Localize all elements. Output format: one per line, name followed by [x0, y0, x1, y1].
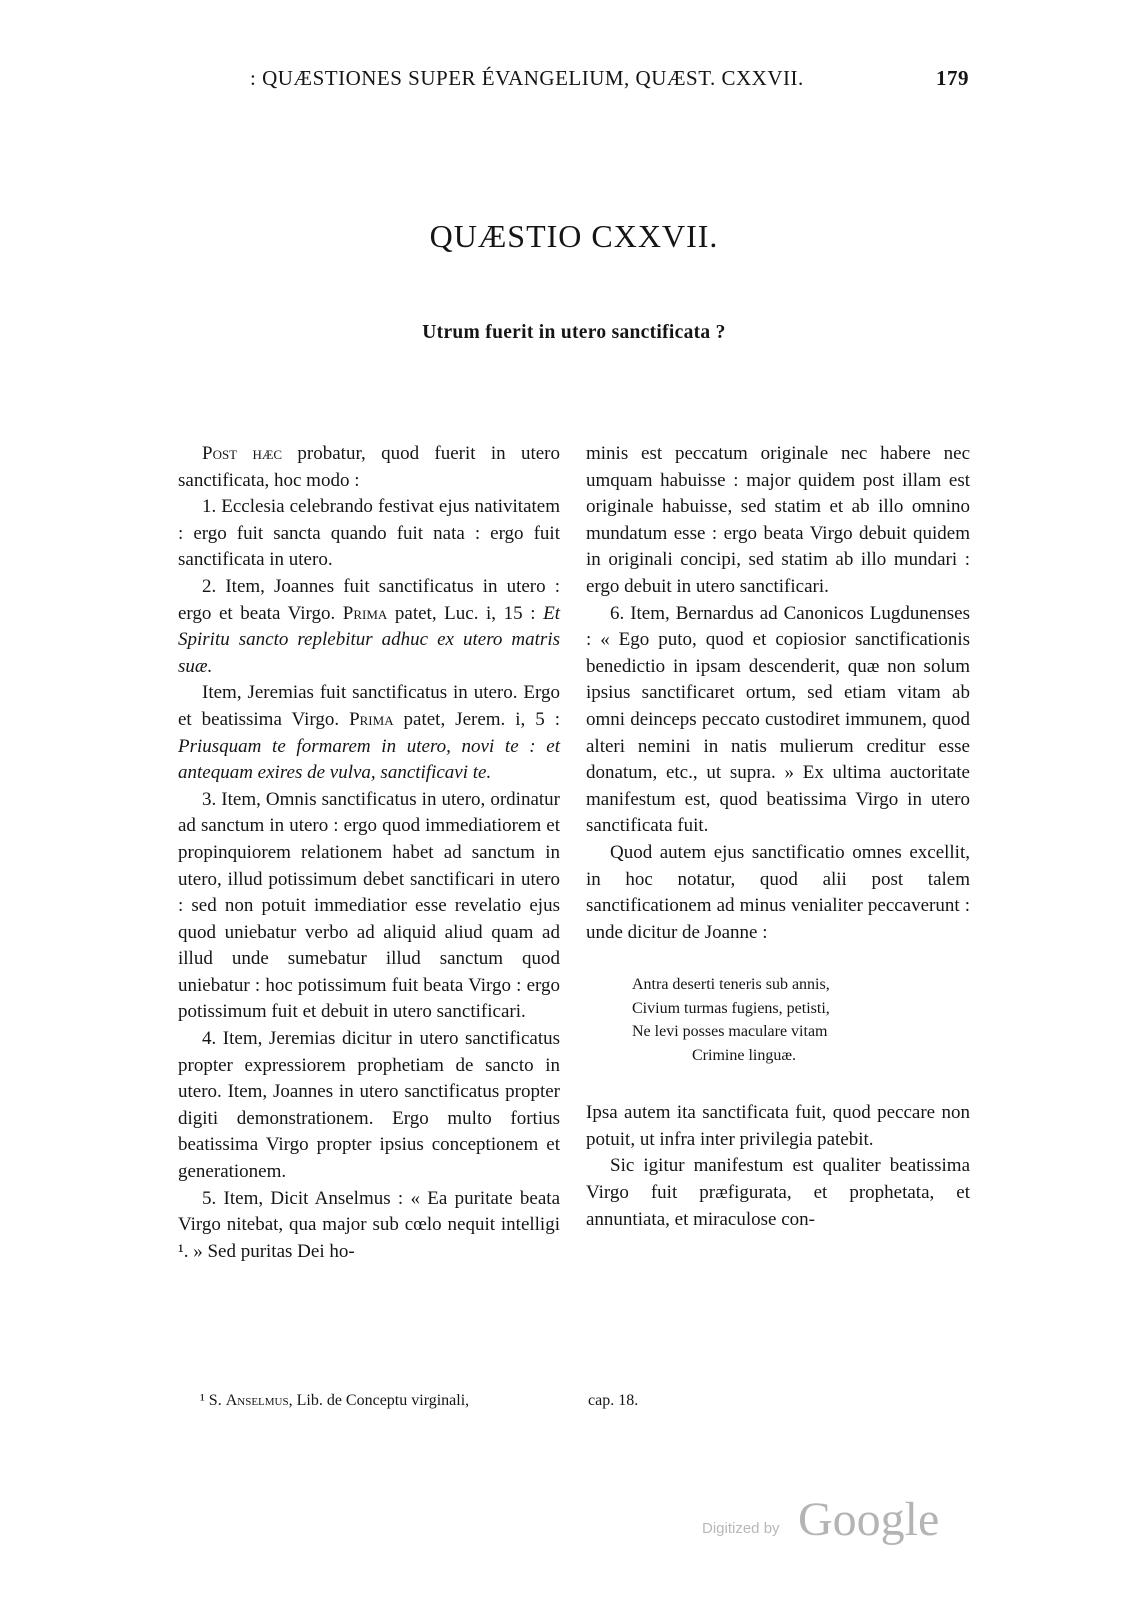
question-title: QUÆSTIO CXXVII. — [429, 218, 719, 254]
google-logo: Google — [798, 1493, 940, 1546]
small-caps-word: Prima — [349, 708, 394, 730]
footnote-text: , Lib. de Conceptu virginali, — [288, 1392, 470, 1409]
paragraph-text: 2. Item, Joannes fuit sanctificatus in utero : ergo et beata Virgo. — [178, 575, 560, 624]
paragraph: Quod autem ejus sanctificatio omnes excellit, in hoc notatur, quod alii post talem sanctificationem ad minus venialiter peccaverunt : unde dicitur de Joanne : — [586, 841, 970, 943]
hymn-quote — [632, 973, 970, 1067]
paragraph: 3. Item, Omnis sanctificatus in utero, ordinatur ad sanctum in utero : ergo quod immediatiorem et propinquiorem relationem habet ad sanctum in utero, illud potissimum debet sanctificari in utero : sed non potuit immediatior esse revelatio ejus quod uniebatur verbo ad aliquid aliud quam ad illud unde sumebatur illud sanctum quod uniebatur : hoc potissimum fuit beata Virgo : ergo potissimum fuit et debuit in utero sanctificari. — [178, 788, 560, 1023]
scripture-quote: Et Spiritu sancto replebitur adhuc ex utero matris suæ. — [178, 602, 560, 677]
poem-line: Crimine linguæ. — [692, 1046, 796, 1064]
watermark-caption: Digitized by — [702, 1520, 780, 1537]
small-caps-lead: Post hæc — [202, 443, 283, 464]
digitized-watermark — [702, 1492, 942, 1548]
footnote-mark: ¹ S. — [200, 1392, 226, 1409]
paragraph: Ipsa autem ita sanctificata fuit, quod peccare non potuit, ut infra inter privilegia patebit. — [586, 1102, 970, 1150]
footnote — [200, 1392, 570, 1410]
paragraph: 6. Item, Bernardus ad Canonicos Lugdunenses : « Ego puto, quod et copiosior sanctificationis benedictio in ipsam descenderit, quæ non solum ipsius sanctificaret ortum, sed etiam vitam ab omni deinceps peccato custodiret immunem, quod alteri nemini in natis mulierum creditur esse donatum, etc., ut supra. » Ex ultima auctoritate manifestum est, quod beatissima Virgo in utero sanctificata fuit. — [586, 602, 970, 837]
paragraph: 5. Item, Dicit Anselmus : « Ea puritate beata Virgo nitebat, qua major sub cœlo nequit intelligi ¹. » Sed puritas Dei ho- — [178, 1187, 560, 1262]
footnote-continuation: cap. 18. — [588, 1392, 639, 1409]
paragraph: Sic igitur manifestum est qualiter beatissima Virgo fuit præfigurata, et prophetata, et annuntiata, et miraculose con- — [586, 1155, 970, 1230]
running-title: : QUÆSTIONES SUPER ÉVANGELIUM, QUÆST. CXXVII. — [250, 66, 804, 90]
paragraph: minis est peccatum originale nec habere nec umquam habuisse : major quidem post illam est originale habuisse, sed statim et ab illo omnino mundatum esse : ergo beata Virgo debuit quidem in originali concipi, sed statim ab illo mundari : ergo debuit in utero sanctificari. — [586, 443, 970, 597]
paragraph — [178, 680, 560, 786]
footnote-author: Anselmus — [225, 1392, 289, 1409]
paragraph-text: Item, Jeremias fuit sanctificatus in utero. Ergo et beatissima Virgo. — [178, 682, 560, 730]
paragraph-text: patet, Jerem. i, 5 : — [393, 708, 560, 730]
paragraph: 1. Ecclesia celebrando festivat ejus nativitatem : ergo fuit sancta quando fuit nata : ergo fuit sanctificata in utero. — [178, 496, 560, 571]
poem-line: Civium turmas fugiens, petisti, — [632, 999, 830, 1017]
question-subtitle: Utrum fuerit in utero sanctificata ? — [422, 322, 726, 343]
running-head — [250, 66, 990, 94]
scripture-quote: Priusquam te formarem in utero, novi te : et antequam exires de vulva, sanctificavi te. — [178, 735, 560, 784]
poem-line: Antra deserti teneris sub annis, — [632, 976, 830, 994]
small-caps-word: Prima — [342, 602, 388, 624]
paragraph — [178, 574, 560, 680]
paragraph: 4. Item, Jeremias dicitur in utero sanctificatus propter expressiorem prophetiam de sancto in utero. Item, Joannes in utero sanctificatus propter digiti demonstrationem. Ergo multo fortius beatissima Virgo propter ipsius conceptionem et generationem. — [178, 1028, 560, 1183]
poem-line: Ne levi posses maculare vitam — [632, 1023, 828, 1041]
paragraph-text: patet, Luc. i, 15 : — [387, 602, 544, 624]
paragraph-text: probatur, quod fuerit in utero sanctificata, hoc modo : — [178, 443, 560, 491]
left-column — [178, 441, 560, 1265]
paragraph — [178, 441, 560, 494]
right-column — [586, 441, 970, 1233]
page-number: 179 — [936, 66, 969, 90]
